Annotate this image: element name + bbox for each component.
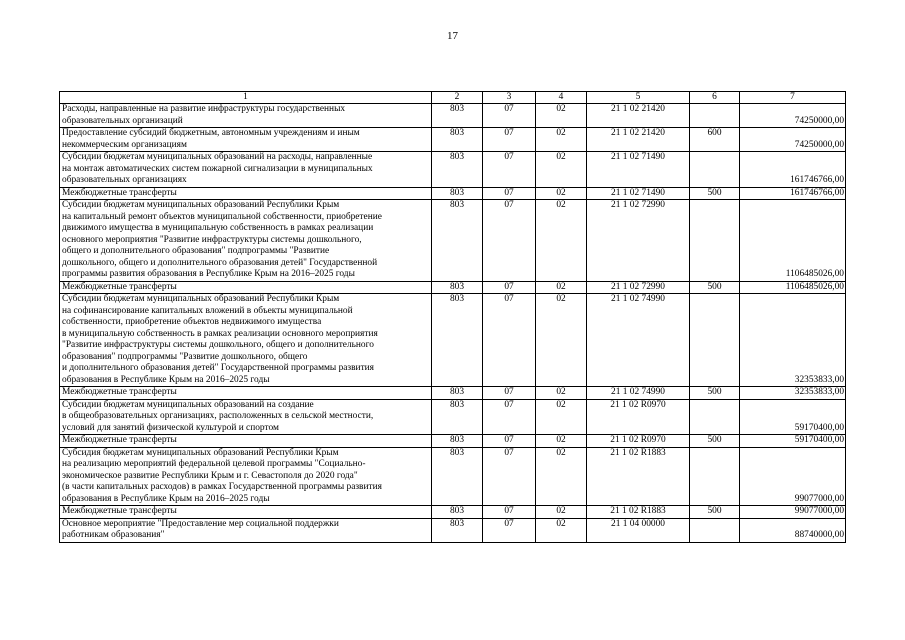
subsection-code-cell: 02 bbox=[536, 200, 587, 282]
expense-type-cell: 600 bbox=[690, 128, 740, 152]
table-row bbox=[60, 152, 846, 188]
row-name-cell: Межбюджетные трансферты bbox=[60, 506, 432, 519]
ministry-code-cell: 803 bbox=[432, 152, 483, 188]
ministry-code-cell: 803 bbox=[432, 128, 483, 152]
table-row bbox=[60, 387, 846, 400]
subsection-code-cell: 02 bbox=[536, 104, 587, 128]
expense-type-cell: 500 bbox=[690, 281, 740, 294]
section-code-cell: 07 bbox=[483, 506, 536, 519]
section-code-cell: 07 bbox=[483, 104, 536, 128]
subsection-code-cell: 02 bbox=[536, 506, 587, 519]
target-article-cell: 21 1 02 R0970 bbox=[587, 399, 690, 435]
amount-cell: 99077000,00 bbox=[740, 447, 846, 506]
target-article-cell: 21 1 02 74990 bbox=[587, 294, 690, 387]
section-code-cell: 07 bbox=[483, 152, 536, 188]
amount-cell: 88740000,00 bbox=[740, 518, 846, 542]
subsection-code-cell: 02 bbox=[536, 152, 587, 188]
subsection-code-cell: 02 bbox=[536, 128, 587, 152]
expense-type-cell bbox=[690, 200, 740, 282]
expense-type-cell bbox=[690, 294, 740, 387]
table-row bbox=[60, 506, 846, 519]
target-article-cell: 21 1 02 71490 bbox=[587, 152, 690, 188]
row-name-cell: Расходы, направленные на развитие инфраструктуры государственных образовательных организаций bbox=[60, 104, 432, 128]
ministry-code-cell: 803 bbox=[432, 387, 483, 400]
section-code-cell: 07 bbox=[483, 518, 536, 542]
expense-type-cell bbox=[690, 447, 740, 506]
target-article-cell: 21 1 02 72990 bbox=[587, 281, 690, 294]
target-article-cell: 21 1 02 R0970 bbox=[587, 435, 690, 448]
row-name-cell: Субсидия бюджетам муниципальных образований Республики Крым на реализацию мероприятий федеральной целевой программы "Социально- экономическое развитие Республики Крым и г. Севастополя до 2020 года" (в части капитальных расходов) в рамках Государственной программы развития образования в Республике Крым на 2016–2025 годы bbox=[60, 447, 432, 506]
table-row bbox=[60, 518, 846, 542]
row-name-cell: Субсидии бюджетам муниципальных образований Республики Крым на софинансирование капитальных вложений в объекты муниципальной собственности, приобретение объектов недвижимого имущества в муниципальную собственность в рамках реализации основного мероприятия "Развитие инфраструктуры системы дошкольного, общего и дополнительного образования" подпрограммы "Развитие дошкольного, общего и дополнительного образования детей" Государственной программы развития образования в Республике Крым на 2016–2025 годы bbox=[60, 294, 432, 387]
table-row bbox=[60, 281, 846, 294]
table-row bbox=[60, 399, 846, 435]
amount-cell: 161746766,00 bbox=[740, 152, 846, 188]
target-article-cell: 21 1 02 72990 bbox=[587, 200, 690, 282]
amount-cell: 74250000,00 bbox=[740, 104, 846, 128]
row-name-cell: Межбюджетные трансферты bbox=[60, 187, 432, 200]
budget-table bbox=[59, 91, 846, 543]
amount-cell: 161746766,00 bbox=[740, 187, 846, 200]
row-name-cell: Субсидии бюджетам муниципальных образований на расходы, направленные на монтаж автоматических систем пожарной сигнализации в муниципальных образовательных организациях bbox=[60, 152, 432, 188]
amount-cell: 59170400,00 bbox=[740, 399, 846, 435]
table-row bbox=[60, 447, 846, 506]
section-code-cell: 07 bbox=[483, 200, 536, 282]
column-header: 2 bbox=[432, 92, 483, 104]
amount-cell: 32353833,00 bbox=[740, 294, 846, 387]
subsection-code-cell: 02 bbox=[536, 447, 587, 506]
ministry-code-cell: 803 bbox=[432, 294, 483, 387]
ministry-code-cell: 803 bbox=[432, 399, 483, 435]
row-name-cell: Основное мероприятие "Предоставление мер социальной поддержки работникам образования" bbox=[60, 518, 432, 542]
section-code-cell: 07 bbox=[483, 128, 536, 152]
ministry-code-cell: 803 bbox=[432, 187, 483, 200]
table-row bbox=[60, 200, 846, 282]
target-article-cell: 21 1 02 71490 bbox=[587, 187, 690, 200]
row-name-cell: Межбюджетные трансферты bbox=[60, 435, 432, 448]
subsection-code-cell: 02 bbox=[536, 399, 587, 435]
row-name-cell: Межбюджетные трансферты bbox=[60, 281, 432, 294]
ministry-code-cell: 803 bbox=[432, 435, 483, 448]
section-code-cell: 07 bbox=[483, 281, 536, 294]
expense-type-cell bbox=[690, 152, 740, 188]
target-article-cell: 21 1 04 00000 bbox=[587, 518, 690, 542]
subsection-code-cell: 02 bbox=[536, 281, 587, 294]
table-row bbox=[60, 104, 846, 128]
expense-type-cell: 500 bbox=[690, 506, 740, 519]
row-name-cell: Субсидии бюджетам муниципальных образований на создание в общеобразовательных организациях, расположенных в сельской местности, условий для занятий физической культурой и спортом bbox=[60, 399, 432, 435]
subsection-code-cell: 02 bbox=[536, 518, 587, 542]
target-article-cell: 21 1 02 R1883 bbox=[587, 506, 690, 519]
amount-cell: 74250000,00 bbox=[740, 128, 846, 152]
row-name-cell: Субсидии бюджетам муниципальных образований Республики Крым на капитальный ремонт объектов муниципальной собственности, приобретение движимого имущества в муниципальную собственность в рамках реализации основного мероприятия "Развитие инфраструктуры системы дошкольного, общего и дополнительного образования" подпрограммы "Развитие дошкольного, общего и дополнительного образования детей" Государственной программы развития образования в Республике Крым на 2016–2025 годы bbox=[60, 200, 432, 282]
ministry-code-cell: 803 bbox=[432, 447, 483, 506]
amount-cell: 59170400,00 bbox=[740, 435, 846, 448]
expense-type-cell: 500 bbox=[690, 187, 740, 200]
ministry-code-cell: 803 bbox=[432, 518, 483, 542]
section-code-cell: 07 bbox=[483, 447, 536, 506]
table-row bbox=[60, 187, 846, 200]
amount-cell: 1106485026,00 bbox=[740, 281, 846, 294]
target-article-cell: 21 1 02 74990 bbox=[587, 387, 690, 400]
row-name-cell: Предоставление субсидий бюджетным, автономным учреждениям и иным некоммерческим организациям bbox=[60, 128, 432, 152]
column-header: 1 bbox=[60, 92, 432, 104]
ministry-code-cell: 803 bbox=[432, 506, 483, 519]
expense-type-cell: 500 bbox=[690, 435, 740, 448]
column-header: 5 bbox=[587, 92, 690, 104]
row-name-cell: Межбюджетные трансферты bbox=[60, 387, 432, 400]
expense-type-cell bbox=[690, 518, 740, 542]
ministry-code-cell: 803 bbox=[432, 104, 483, 128]
expense-type-cell: 500 bbox=[690, 387, 740, 400]
section-code-cell: 07 bbox=[483, 387, 536, 400]
subsection-code-cell: 02 bbox=[536, 387, 587, 400]
amount-cell: 32353833,00 bbox=[740, 387, 846, 400]
table-row bbox=[60, 128, 846, 152]
section-code-cell: 07 bbox=[483, 435, 536, 448]
amount-cell: 1106485026,00 bbox=[740, 200, 846, 282]
subsection-code-cell: 02 bbox=[536, 187, 587, 200]
subsection-code-cell: 02 bbox=[536, 435, 587, 448]
column-header: 3 bbox=[483, 92, 536, 104]
amount-cell: 99077000,00 bbox=[740, 506, 846, 519]
page-number: 17 bbox=[447, 30, 458, 42]
subsection-code-cell: 02 bbox=[536, 294, 587, 387]
section-code-cell: 07 bbox=[483, 294, 536, 387]
section-code-cell: 07 bbox=[483, 187, 536, 200]
table-row bbox=[60, 435, 846, 448]
table-header-row bbox=[60, 92, 846, 104]
column-header: 4 bbox=[536, 92, 587, 104]
expense-type-cell bbox=[690, 399, 740, 435]
target-article-cell: 21 1 02 R1883 bbox=[587, 447, 690, 506]
target-article-cell: 21 1 02 21420 bbox=[587, 128, 690, 152]
section-code-cell: 07 bbox=[483, 399, 536, 435]
column-header: 7 bbox=[740, 92, 846, 104]
ministry-code-cell: 803 bbox=[432, 200, 483, 282]
target-article-cell: 21 1 02 21420 bbox=[587, 104, 690, 128]
table-row bbox=[60, 294, 846, 387]
expense-type-cell bbox=[690, 104, 740, 128]
ministry-code-cell: 803 bbox=[432, 281, 483, 294]
column-header: 6 bbox=[690, 92, 740, 104]
